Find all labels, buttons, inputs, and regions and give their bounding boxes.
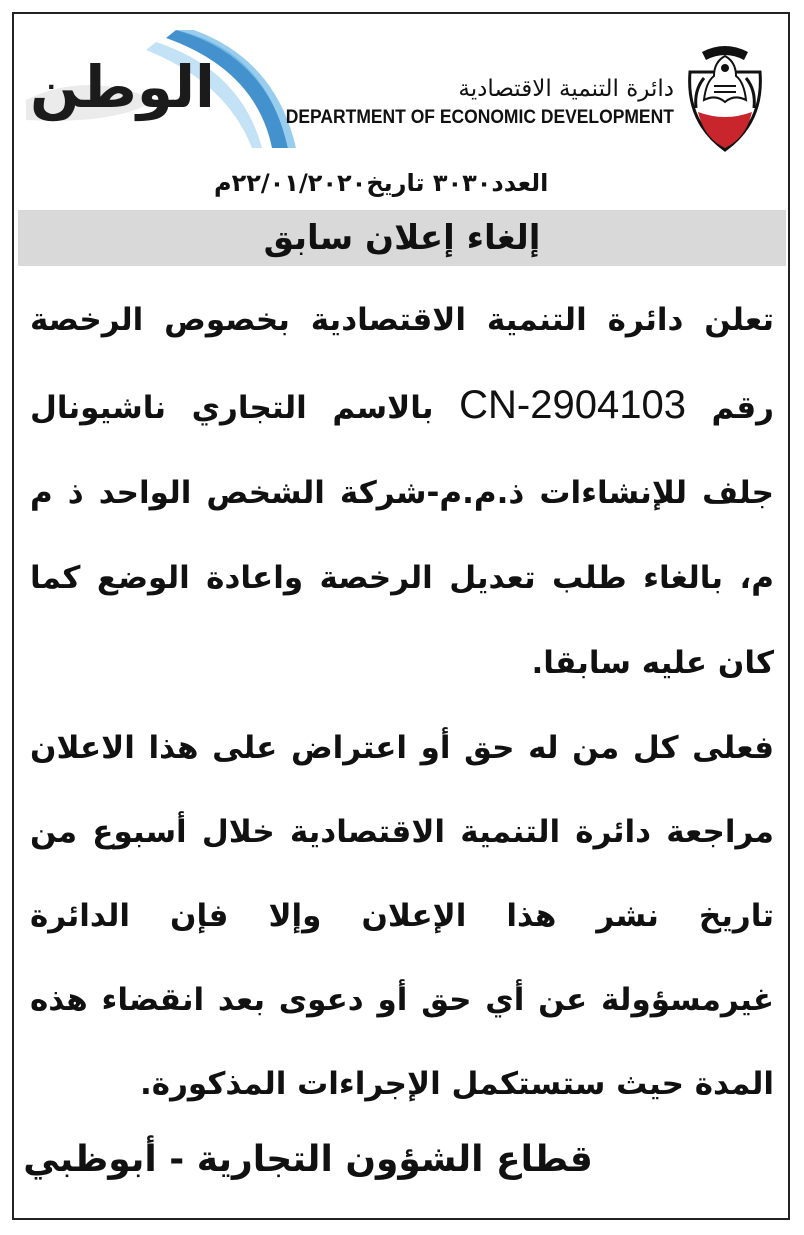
department-name-arabic: دائرة التنمية الاقتصادية: [458, 76, 674, 102]
signature-line: قطاع الشؤون التجارية - أبوظبي: [23, 1139, 593, 1180]
abu-dhabi-emblem-icon: [684, 42, 766, 154]
paragraph-1-body: بالاسم التجاري ناشيونال جلف للإنشاءات ذ.م.م-شركة الشخص الواحد ذ م م، بالغاء طلب تعديل الرخصة واعادة الوضع كما كان عليه سابقا.: [30, 390, 774, 681]
license-number: CN-2904103: [459, 383, 686, 427]
notice-paragraph-2: فعلى كل من له حق أو اعتراض على هذا الاعلان مراجعة دائرة التنمية الاقتصادية خلال أسبوع من تاريخ نشر هذا الإعلان وإلا فإن الدائرة غيرمسؤولة عن أي حق أو دعوى بعد انقضاء هذه المدة حيث ستستكمل الإجراءات المذكورة.: [30, 730, 774, 1102]
notice-title: إلغاء إعلان سابق: [263, 218, 541, 258]
issue-number-and-date: العدد٣٠٣٠ تاريخ٢٢/٠١/٢٠٢٠م: [214, 169, 549, 197]
newspaper-name: الوطن: [30, 53, 215, 121]
notice-paragraph-1: [30, 278, 774, 706]
paragraph-1-intro: تعلن دائرة التنمية الاقتصادية بخصوص الرخصة رقم: [30, 302, 775, 426]
department-name-english: DEPARTMENT OF ECONOMIC DEVELOPMENT: [285, 107, 674, 128]
